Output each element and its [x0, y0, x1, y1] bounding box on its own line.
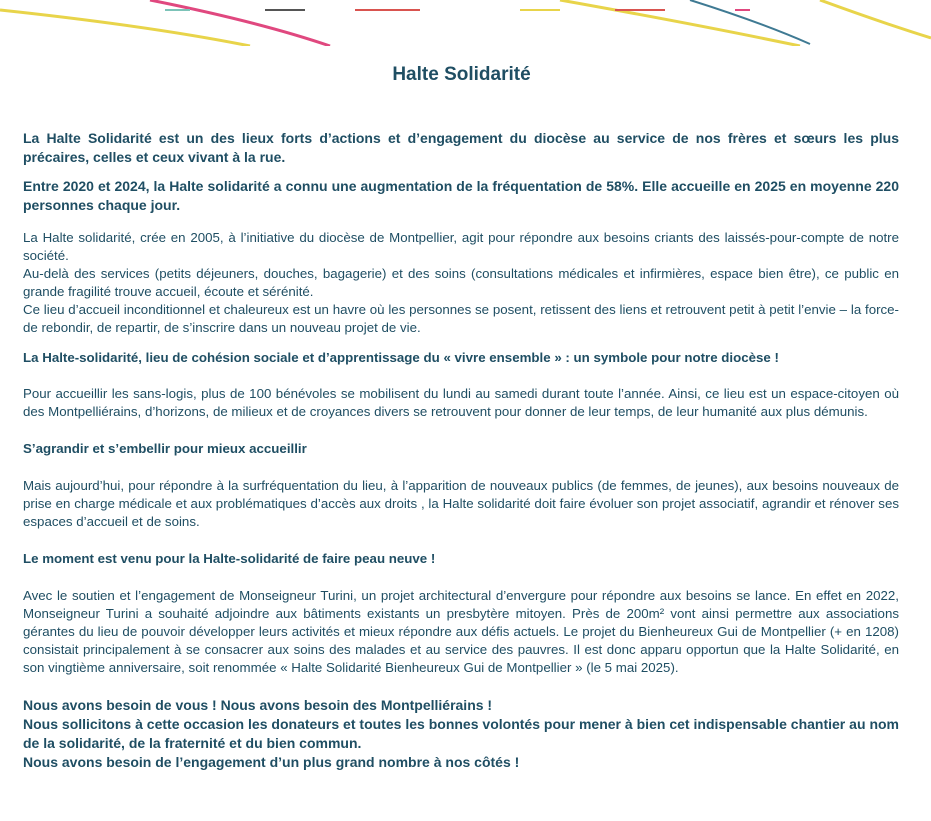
section-3-body: Avec le soutien et l’engagement de Monseigneur Turini, un projet architectural d’envergure pour répondre aux besoins se lance. En effet en 2022, Monseigneur Turini a souhaité adjoindre aux bâtiments existants un presbytère mitoyen. Près de 200m² vont ainsi permettre aux associations gérantes du lieu de pouvoir développer leurs activités et mieux répondre aux défis actuels. Le projet du Bienheureux Gui de Montpellier (+ en 1208) consistait principalement à se consacrer aux soins des malades et au service des pauvres. Il est donc apparu opportun que la Halte Solidarité, en son vingtième anniversaire, soit renommée « Halte Solidarité Bienheureux Gui de Montpellier » (le 5 mai 2025). [23, 588, 899, 675]
section-1-heading: La Halte-solidarité, lieu de cohésion sociale et d’apprentissage du « vivre ensemble » : un symbole pour notre diocèse ! [23, 350, 779, 365]
decorative-banner [0, 0, 931, 46]
banner-wave-pink [150, 0, 330, 46]
intro-paragraph-1: La Halte Solidarité est un des lieux forts d’actions et d’engagement du diocèse au service de nos frères et sœurs les plus précaires, celles et ceux vivant à la rue. [23, 130, 899, 165]
closing-call-to-action [23, 696, 899, 772]
description-line-3: Ce lieu d’accueil inconditionnel et chaleureux est un havre où les personnes se posent, retissent des liens et retrouvent petit à petit l’envie – la force- de rebondir, de repartir, de s’inscrire dans un nouveau projet de vie. [23, 302, 899, 335]
banner-wave-yellow [0, 10, 250, 46]
section-2-heading: S’agrandir et s’embellir pour mieux accueillir [23, 441, 307, 456]
description-block [23, 229, 899, 337]
section-2-body: Mais aujourd’hui, pour répondre à la surfréquentation du lieu, à l’apparition de nouveaux publics (de femmes, de jeunes), aux besoins nouveaux de prise en charge médicale et aux problématiques d’accès aux droits , la Halte solidarité doit faire évoluer son projet associatif, agrandir et rénover ses espaces d’accueil et de soins. [23, 478, 899, 529]
page-title: Halte Solidarité [392, 64, 531, 85]
closing-line-1: Nous avons besoin de vous ! Nous avons besoin des Montpelliérains ! [23, 697, 493, 713]
section-1-body: Pour accueillir les sans-logis, plus de 100 bénévoles se mobilisent du lundi au samedi durant toute l’année. Ainsi, ce lieu est un espace-citoyen où des Montpelliérains, d’horizons, de milieux et de croyances divers se retrouvent pour donner de leur temps, de leur humanité aux plus démunis. [23, 386, 899, 419]
banner-wave-blue [690, 0, 810, 44]
intro-paragraph-2: Entre 2020 et 2024, la Halte solidarité a connu une augmentation de la fréquentation de 58%. Elle accueille en 2025 en moyenne 220 personnes chaque jour. [23, 178, 899, 213]
section-3-heading: Le moment est venu pour la Halte-solidarité de faire peau neuve ! [23, 551, 436, 566]
description-line-1: La Halte solidarité, crée en 2005, à l’initiative du diocèse de Montpellier, agit pour répondre aux besoins criants des laissés-pour-compte de notre société. [23, 230, 899, 263]
closing-line-3: Nous avons besoin de l’engagement d’un plus grand nombre à nos côtés ! [23, 754, 520, 770]
banner-wave-yellow-2 [560, 0, 800, 46]
article-content [23, 129, 899, 772]
banner-wave-yellow-3 [820, 0, 931, 38]
closing-line-2: Nous sollicitons à cette occasion les donateurs et toutes les bonnes volontés pour mener à bien cet indispensable chantier au nom de la solidarité, de la fraternité et du bien commun. [23, 716, 899, 751]
description-line-2: Au-delà des services (petits déjeuners, douches, bagagerie) et des soins (consultations médicales et infirmières, espace bien être), ce public en grande fragilité trouve accueil, écoute et sérénité. [23, 266, 899, 299]
